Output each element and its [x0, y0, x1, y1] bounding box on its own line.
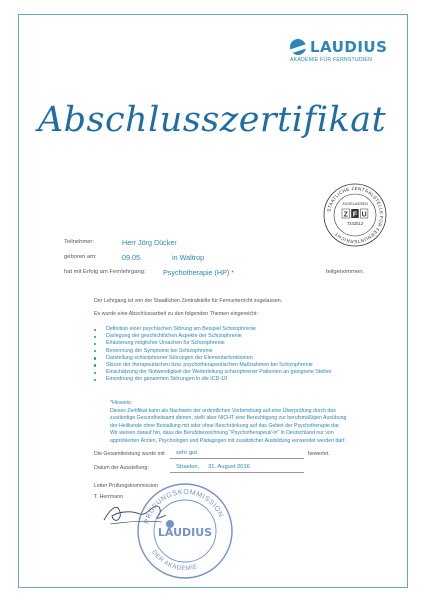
name-value: Herr Jörg Dücker [122, 238, 177, 247]
zfu-letter-u: U [361, 211, 367, 219]
grade-line [170, 458, 304, 459]
signature-label: Leiter Prüfungskommission [94, 483, 158, 489]
exam-seal-bottom-text: DER AKADEMIE [150, 548, 199, 573]
grade-value: sehr gut [176, 450, 197, 456]
course-suffix: teilgenommen. [326, 269, 365, 275]
issue-date-label: Datum der Ausstellung: [94, 465, 149, 471]
course-value: Psychotherapie (HP) * [163, 268, 235, 277]
birth-label: geboren am: [64, 254, 97, 260]
list-item: Erläuterung möglicher Ursachen für Schizophrenie [94, 340, 331, 347]
note-line: zuständige Gesundheitsamt dienen, stellt aber NICHT eine Berechtigung zur berufsmäßigen Ausübung [110, 415, 347, 422]
note-text [110, 408, 392, 445]
logo-name: LAUDIUS [310, 38, 388, 56]
zfu-ring-text: STAATLICHE ZENTRALSTELLE FÜR FERNUNTERRICHT [326, 185, 385, 245]
grade-suffix: bewertet. [308, 451, 330, 457]
name-label: Teilnehmer: [64, 239, 94, 245]
note-line: Dieses Zertifikat kann als Nachweis der ordentlichen Vorbereitung auf eine Überprüfung durch das [110, 408, 336, 414]
topic-list [94, 326, 331, 384]
zfu-letter-f: F [352, 211, 358, 219]
approval-text: Der Lehrgang ist von der Staatlichen Zentralstelle für Fernunterricht zugelassen. [94, 298, 283, 304]
grade-label: Die Gesamtleistung wurde mit [94, 451, 165, 457]
laudius-logo-icon [290, 39, 306, 55]
note-line: der Heilkunde ohne Bestallung mit oder ohne Beschränkung auf das Gebiet der Psychotherapie dar. [110, 422, 340, 429]
list-item: Skizze der therapeutischen bzw. psychotherapeutischen Maßnahmen bei Schizophrenie [94, 362, 331, 369]
zfu-letter-z: Z [343, 211, 348, 219]
topics-intro: Es wurde eine Abschlussarbeit zu den folgenden Themen eingereicht: [94, 311, 258, 317]
birth-date: 09.05. [122, 253, 142, 262]
issue-date: 31. August 2016 [208, 464, 250, 470]
zfu-seal-icon [322, 182, 388, 248]
list-item: Darlegung der geschichtlichen Aspekte der Schizophrenie [94, 333, 331, 340]
logo-subtitle: AKADEMIE FÜR FERNSTUDIEN [290, 57, 373, 63]
list-item: Einschätzung der Notwendigkeit der Weiterleitung schizophrener Patienten an geeignete Stellen [94, 369, 331, 376]
list-item: Benennung der Symptome bei Schizophrenie [94, 348, 331, 355]
list-item: Darstellung schizophrener Störungen der Elementarfunktionen [94, 355, 331, 362]
note-heading: *Hinweis: [110, 400, 133, 406]
exam-seal-center: LAUDIUS [157, 526, 213, 539]
exam-seal-icon [134, 480, 236, 582]
course-label: hat mit Erfolg am Fernlehrgang: [64, 269, 146, 275]
issue-place: Straelen, [176, 464, 200, 470]
list-item: Definition einer psychischen Störung am Beispiel Schizophrenie [94, 326, 331, 333]
note-line: Wir weisen darauf hin, dass die Berufsbezeichnung "Psychotherapeut/-in" in Deutschland nur von [110, 430, 334, 437]
certificate-title: Abschlusszertifikat [37, 100, 387, 140]
note-line: approbierten Ärzten, Psychologen und Pädagogen mit zusätzlicher Ausbildung verwendet werden darf. [110, 437, 346, 444]
zfu-number: 7242512 [346, 221, 364, 226]
birth-place: in Waltrop [172, 253, 205, 262]
date-line [170, 472, 304, 473]
zfu-inner-label: ZUGELASSEN [342, 202, 368, 206]
laudius-logo [290, 38, 387, 56]
signer-name: T. Herrmann [94, 494, 124, 500]
exam-seal-ring-text: PRÜFUNGSKOMMISSION [143, 488, 225, 525]
list-item: Einordnung der genannten Störungen in die ICD-10 [94, 376, 331, 383]
